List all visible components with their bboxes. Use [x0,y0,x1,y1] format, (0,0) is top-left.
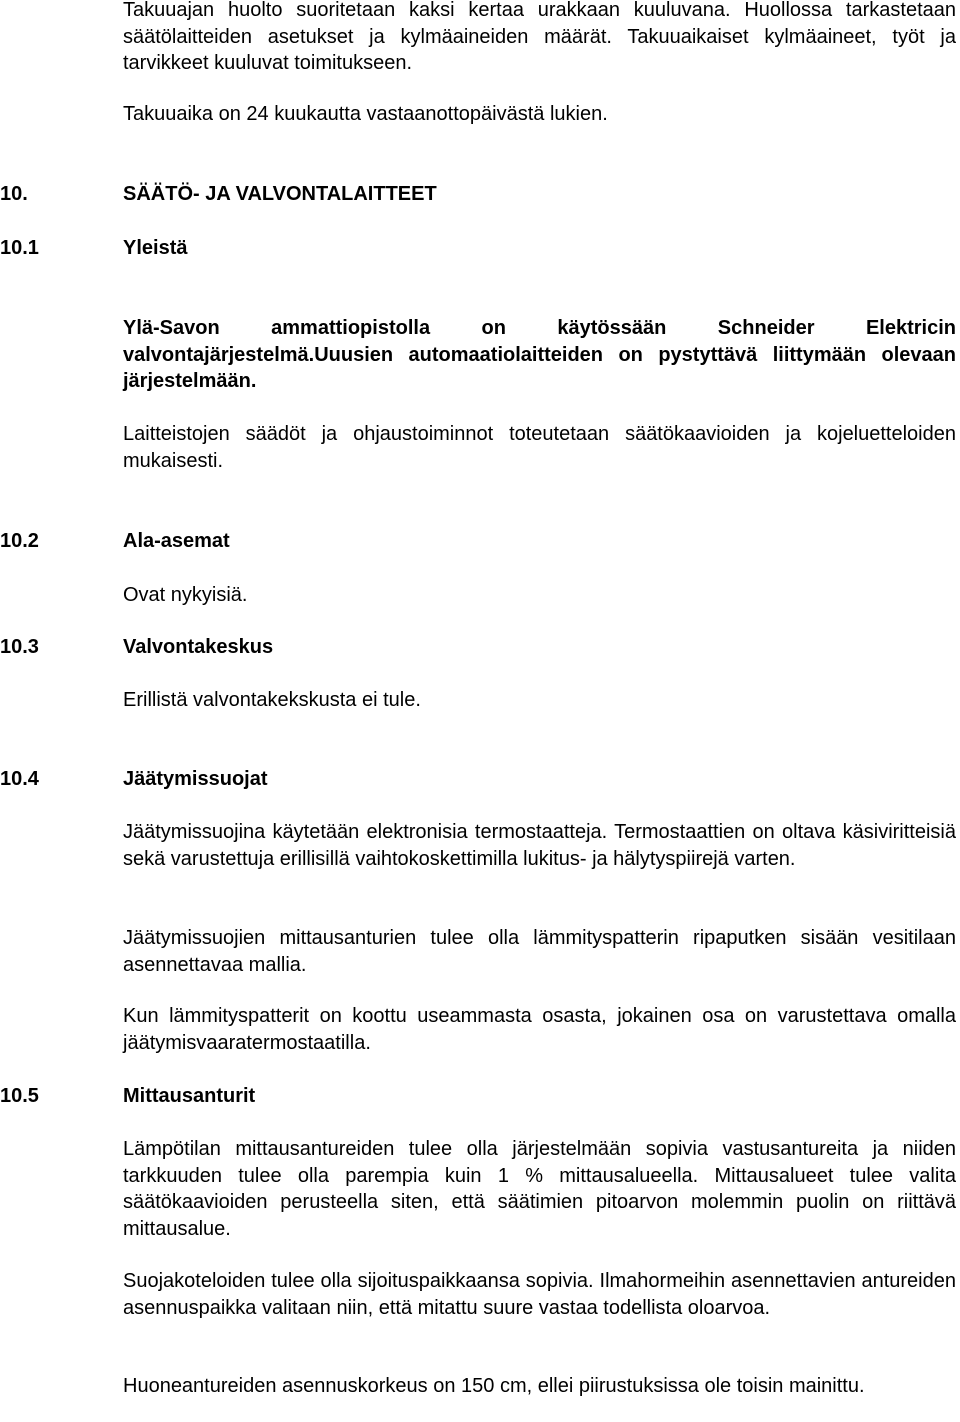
section-10-4-paragraph-radiator-parts: Kun lämmityspatterit on koottu useammasta osasta, jokainen osa on varustettava omalla jäätymisvaaratermostaatilla. [123,1005,956,1054]
section-10-4-heading [0,766,960,794]
section-10-2-title: Ala-asemat [123,530,230,552]
section-10-5-heading [0,1083,960,1111]
section-10-4-paragraph-thermostats: Jäätymissuojina käytetään elektronisia termostaatteja. Termostaattien on oltava käsiviritteisiä sekä varustettuja erillisillä vaihtokoskettimilla lukitus- ja hälytyspiirejä varten. [123,821,956,870]
section-10-5-paragraph-enclosures: Suojakoteloiden tulee olla sijoituspaikkaansa sopivia. Ilmahormeihin asennettavien antureiden asennuspaikka valitaan niin, että mitattu suure vastaa todellista oloarvoa. [123,1270,956,1319]
section-10-1-paragraph-system: Ylä-Savon ammattiopistolla on käytössään Schneider Elektricin valvontajärjestelmä.Uuusien automaatiolaitteiden on pystyttävä liittymään olevaan järjestelmään. [123,317,956,392]
section-10-1-paragraph-settings: Laitteistojen säädöt ja ohjaustoiminnot toteutetaan säätökaavioiden ja kojeluetteloiden mukaisesti. [123,423,956,472]
section-10-1-heading [0,235,960,263]
section-10-4-title: Jäätymissuojat [123,768,268,790]
section-10-2-number: 10.2 [0,530,39,552]
section-10-1-number: 10.1 [0,237,39,259]
section-10-heading [0,181,960,209]
section-10-5-title: Mittausanturit [123,1085,256,1107]
intro-paragraph-warranty-service: Takuuajan huolto suoritetaan kaksi kertaa urakkaan kuuluvana. Huollossa tarkastetaan säätölaitteiden asetukset ja kylmäaineiden määrät. Takuuaikaiset kylmäaineet, työt ja tarvikkeet kuuluvat toimitukseen. [123,0,956,74]
section-10-3-title: Valvontakeskus [123,636,274,658]
section-10-2-heading [0,528,960,556]
section-10-4-paragraph-sensors: Jäätymissuojien mittausanturien tulee olla lämmityspatterin ripaputken sisään vesitilaan asennettavaa mallia. [123,927,956,976]
section-10-5-number: 10.5 [0,1085,39,1107]
section-10-5-paragraph-temperature-sensors: Lämpötilan mittausantureiden tulee olla järjestelmään sopivia vastusantureita ja niiden tarkkuuden tulee olla parempia kuin 1 % mittausalueella. Mittausalueet tulee valita säätökaavioiden perusteella siten, että säätimien pitoarvon molemmin puolin on riittävä mittausalue. [123,1138,956,1240]
section-10-3-heading [0,634,960,662]
section-10-number: 10. [0,183,28,205]
intro-paragraph-warranty-period: Takuuaika on 24 kuukautta vastaanottopäivästä lukien. [123,103,608,125]
section-10-3-paragraph: Erillistä valvontakekskusta ei tule. [123,689,421,711]
section-10-1-title: Yleistä [123,237,188,259]
section-10-2-paragraph: Ovat nykyisiä. [123,584,248,606]
section-10-4-number: 10.4 [0,768,39,790]
section-10-5-paragraph-room-sensors: Huoneantureiden asennuskorkeus on 150 cm, ellei piirustuksissa ole toisin mainittu. [123,1375,865,1397]
section-10-title: SÄÄTÖ- JA VALVONTALAITTEET [123,183,437,205]
section-10-3-number: 10.3 [0,636,39,658]
